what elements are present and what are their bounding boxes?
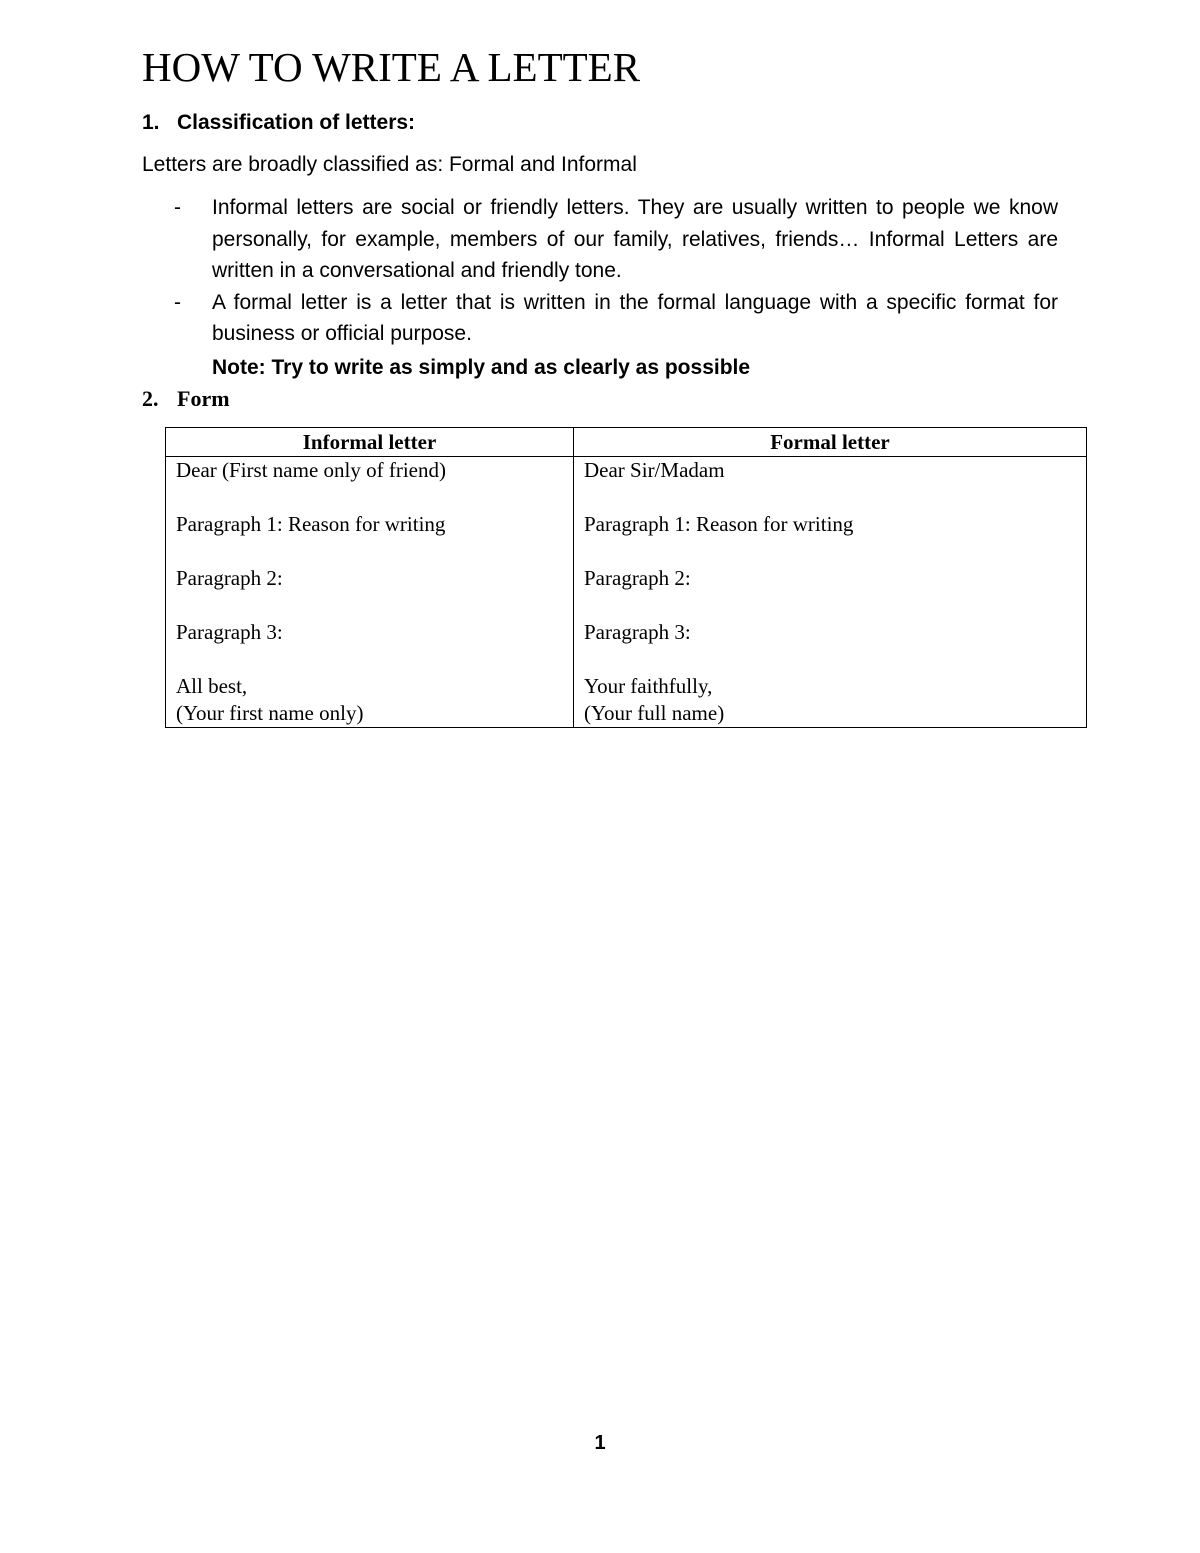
section-1-heading <box>142 108 415 138</box>
note-text: Note: Try to write as simply and as clearly as possible <box>212 356 751 379</box>
formal-closing: Your faithfully, <box>584 674 713 698</box>
header-formal-letter: Formal letter <box>574 428 1087 457</box>
table-row <box>166 457 1087 728</box>
informal-salutation: Dear (First name only of friend) <box>176 458 446 482</box>
classification-bullet-list <box>142 192 1058 350</box>
informal-paragraph-3: Paragraph 3: <box>176 620 283 644</box>
bullet-dash-marker: - <box>174 290 181 314</box>
bullet-item-formal <box>142 287 1058 350</box>
bullet-text-informal: Informal letters are social or friendly letters. They are usually written to people we know personally, for example, members of our family, relatives, friends… Informal Letters are written in a conversational and friendly tone. <box>212 196 1058 282</box>
bullet-dash-marker: - <box>174 196 181 219</box>
formal-letter-cell <box>574 457 1087 728</box>
page-number: 1 <box>594 1432 606 1454</box>
formal-paragraph-2: Paragraph 2: <box>584 566 691 590</box>
classification-intro: Letters are broadly classified as: Formal and Informal <box>142 153 637 176</box>
informal-paragraph-2: Paragraph 2: <box>176 566 283 590</box>
formal-paragraph-3: Paragraph 3: <box>584 620 691 644</box>
page-title: HOW TO WRITE A LETTER <box>142 44 641 90</box>
bullet-text-formal: A formal letter is a letter that is written in the formal language with a specific format for business or official purpose. <box>212 290 1058 345</box>
informal-paragraph-1: Paragraph 1: Reason for writing <box>176 512 446 536</box>
table-header-row <box>166 428 1087 457</box>
bullet-item-informal <box>142 192 1058 287</box>
section-1-heading-text: Classification of letters: <box>177 111 416 134</box>
section-1-number: 1. <box>142 111 160 134</box>
letter-form-table <box>165 427 1087 728</box>
formal-signature: (Your full name) <box>584 701 725 725</box>
section-2-heading-text: Form <box>177 386 230 411</box>
informal-closing: All best, <box>176 674 248 698</box>
formal-salutation: Dear Sir/Madam <box>584 458 725 482</box>
header-informal-letter: Informal letter <box>166 428 574 457</box>
informal-signature: (Your first name only) <box>176 701 364 725</box>
section-2-number: 2. <box>142 386 159 411</box>
section-2-heading <box>142 384 230 414</box>
formal-paragraph-1: Paragraph 1: Reason for writing <box>584 512 854 536</box>
informal-letter-cell <box>166 457 574 728</box>
